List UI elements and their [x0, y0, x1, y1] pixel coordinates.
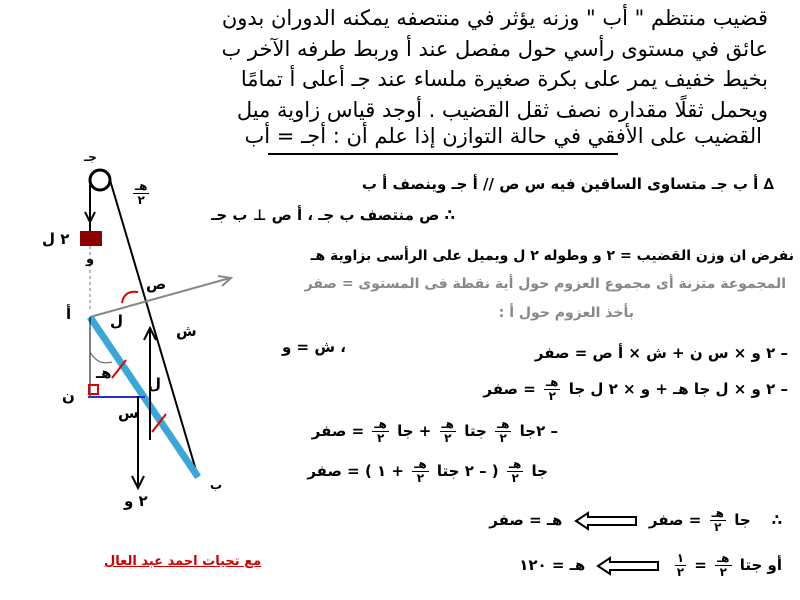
angle-arc-a — [90, 352, 112, 363]
equation-2-left: – ٢ و × ل جا هـ + و × ٢ ل جا — [568, 380, 788, 398]
pulley-icon — [90, 170, 110, 190]
fraction-denominator: ٢ — [416, 471, 425, 485]
fraction-numerator: هـ — [546, 375, 559, 389]
equation-4-a: جا — [531, 462, 548, 480]
fraction-numerator: هـ — [497, 417, 510, 431]
label-point-j: جـ — [84, 150, 97, 164]
fraction-denominator: ٢ — [676, 565, 685, 579]
label-point-b: ب — [210, 478, 223, 492]
label-point-m: س — [118, 404, 139, 422]
equation-3-b: جتا — [464, 422, 487, 440]
problem-line-1: قضيب منتظم " أب " وزنه يؤثر في منتصفه يمكنه الدوران بدون — [221, 6, 768, 30]
solution-assumption-row: نفرض ان وزن القضيب = ٢ و وطوله ٢ ل ويميل على الرأسى بزاوية هـ — [310, 248, 794, 264]
fraction-h-over-2 — [495, 418, 511, 445]
equation-6 — [519, 552, 782, 579]
fraction-h-over-2 — [710, 507, 726, 534]
fraction-h-over-2 — [133, 180, 149, 207]
fraction-denominator: ٢ — [444, 431, 452, 445]
fraction-h-over-2 — [372, 418, 388, 445]
label-length-l1: ل — [110, 312, 124, 330]
label-length-l2: ل — [148, 375, 162, 393]
equation-3-c: + جا — [397, 422, 432, 440]
fraction-numerator: هـ — [135, 179, 148, 193]
angle-arc-s — [122, 292, 138, 303]
equation-2-right: = صفر — [483, 380, 536, 398]
equation-5-a: جا — [734, 511, 751, 529]
equation-4-c: + ١ ) = صفر — [307, 462, 404, 480]
fraction-numerator: هـ — [508, 457, 522, 471]
equation-4 — [307, 458, 548, 485]
fraction-h-over-2 — [412, 458, 428, 485]
equation-3-d: = صفر — [311, 422, 365, 440]
equation-3-a: – ٢جا — [519, 422, 558, 440]
solution-triangle-row: ∆ أ ب جـ متساوى الساقين فيه س ص // أ جـ وينصف أ ب — [361, 175, 774, 193]
fraction-numerator: ١ — [676, 551, 685, 565]
equation-6-a: أو جتا — [739, 556, 782, 574]
fraction-numerator: هـ — [414, 457, 427, 471]
solution-equilibrium-row: المجموعة متزنة أى مجموع العزوم حول أية نقطة فى المستوى = صفر — [304, 276, 786, 292]
problem-line-2: عائق في مستوى رأسي حول مفصل عند أ وربط طرفه الآخر ب — [221, 37, 768, 61]
label-point-n: ن — [62, 387, 75, 405]
fraction-numerator: هـ — [374, 417, 387, 431]
label-point-s: ص — [146, 275, 167, 293]
label-angle-half — [130, 180, 152, 207]
problem-line-5: القضيب على الأفقي في حالة التوازن إذا علم أن : أجـ = أب — [244, 124, 762, 148]
fraction-denominator: ٢ — [714, 520, 722, 534]
label-angle-h: هـ — [96, 364, 112, 382]
equation-3 — [312, 418, 558, 445]
equation-5 — [489, 507, 782, 534]
equation-2 — [483, 376, 788, 403]
equation-6-c: هـ = ١٢٠ — [519, 556, 586, 574]
label-point-a: أ — [66, 305, 72, 323]
implies-arrow-icon — [574, 511, 638, 531]
equation-4-b: ( – ٢ جتا — [436, 462, 499, 480]
label-2w: ٢ و — [124, 492, 148, 510]
therefore-symbol: ∴ — [771, 511, 782, 529]
label-2l: ٢ ل — [42, 230, 70, 248]
fraction-denominator: ٢ — [719, 565, 727, 579]
separator-line — [268, 153, 618, 155]
solution-midpoint-row: ∴ ص منتصف ب جـ ، أ ص ⊥ ب جـ — [211, 206, 455, 224]
fraction-h-over-2 — [715, 552, 731, 579]
label-w: و — [86, 252, 95, 267]
fraction-h-over-2 — [440, 418, 456, 445]
solution-tension-row: ، ش = و — [282, 338, 346, 356]
fraction-numerator: هـ — [717, 551, 730, 565]
credit-text: مع تحيات احمد عبد العال — [104, 554, 262, 569]
hanging-weight — [80, 231, 102, 246]
fraction-denominator: ٢ — [511, 471, 519, 485]
fraction-h-over-2 — [507, 458, 523, 485]
label-tension-sh: ش — [176, 322, 197, 340]
equation-1: – ٢ و × س ن + ش × أ ص = صفر — [534, 344, 788, 362]
fraction-denominator: ٢ — [376, 431, 385, 445]
solution-moments-row: بأخذ العزوم حول أ : — [498, 305, 634, 321]
problem-line-3: بخيط خفيف يمر على بكرة صغيرة ملساء عند جـ أعلى أ تمامًا — [240, 67, 768, 91]
fraction-denominator: ٢ — [499, 431, 507, 445]
equation-6-b: = — [694, 556, 707, 574]
fraction-numerator: هـ — [711, 506, 724, 520]
problem-line-4: ويحمل ثقلًا مقداره نصف ثقل القضيب . أوجد قياس زاوية ميل — [236, 98, 768, 122]
fraction-denominator: ٢ — [137, 193, 145, 207]
equation-5-c: هـ = صفر — [489, 511, 563, 529]
fraction-h-over-2 — [544, 376, 560, 403]
implies-arrow-icon — [596, 556, 660, 576]
fraction-denominator: ٢ — [548, 389, 556, 403]
equation-5-b: = صفر — [648, 511, 702, 529]
fraction-numerator: هـ — [441, 417, 454, 431]
fraction-one-half — [675, 552, 686, 579]
